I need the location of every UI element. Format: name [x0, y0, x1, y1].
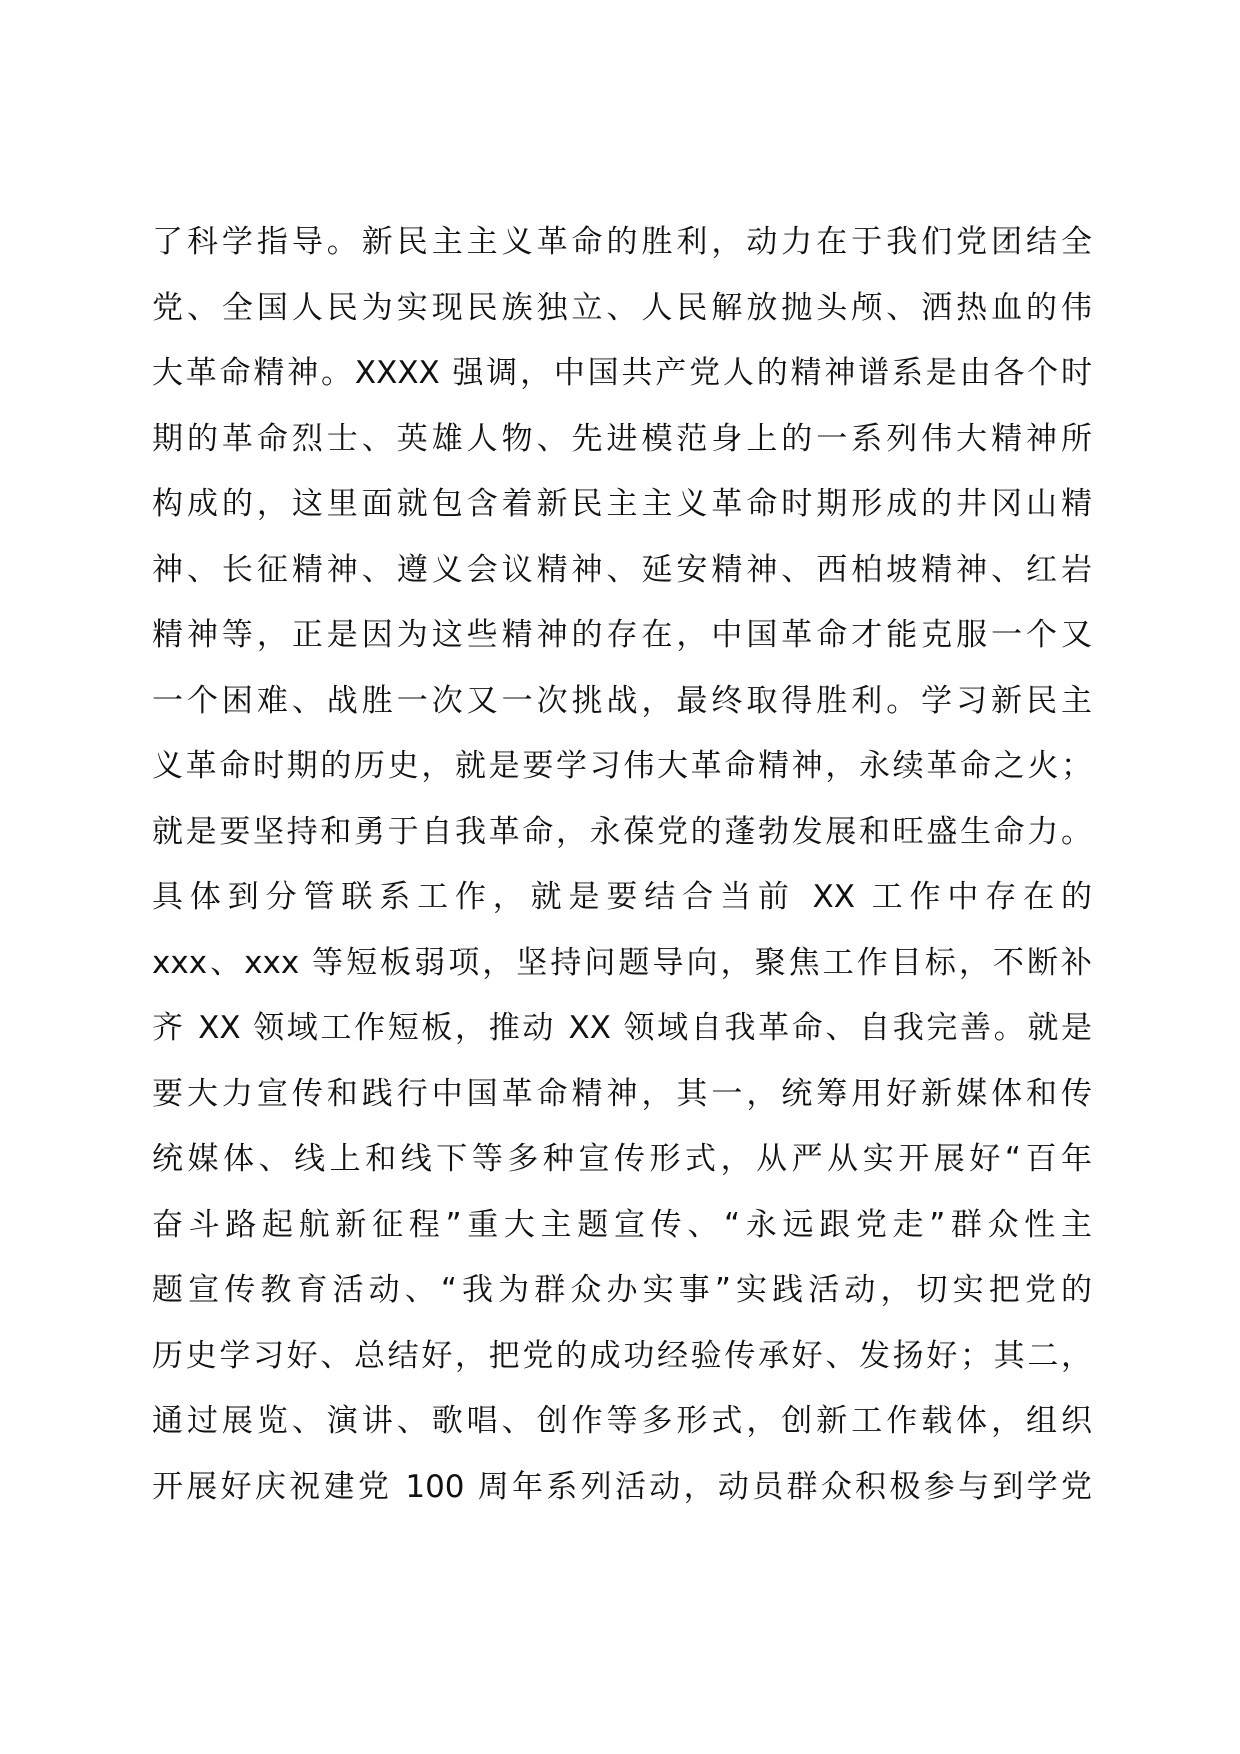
text-line: 神、长征精神、遵义会议精神、延安精神、西柏坡精神、红岩: [152, 551, 1092, 588]
text-line: 了科学指导。新民主主义革命的胜利，动力在于我们党团结全: [152, 224, 1092, 260]
text-line: 大革命精神。XXXX 强调，中国共产党人的精神谱系是由各个时: [152, 355, 1092, 391]
text-line: 期的革命烈士、英雄人物、先进模范身上的一系列伟大精神所: [152, 420, 1092, 457]
text-line: 义革命时期的历史，就是要学习伟大革命精神，永续革命之火；: [152, 748, 1092, 784]
text-line: 统媒体、线上和线下等多种宣传形式，从严从实开展好“百年: [152, 1141, 1092, 1177]
text-line: 齐 XX 领域工作短板，推动 XX 领域自我革命、自我完善。就是: [152, 1010, 1092, 1046]
text-line: 党、全国人民为实现民族独立、人民解放抛头颅、洒热血的伟: [152, 289, 1092, 326]
text-line: 历史学习好、总结好，把党的成功经验传承好、发扬好；其二，: [152, 1337, 1092, 1374]
text-line: 一个困难、战胜一次又一次挑战，最终取得胜利。学习新民主: [152, 682, 1092, 719]
text-line: 要大力宣传和践行中国革命精神，其一，统筹用好新媒体和传: [152, 1075, 1092, 1112]
text-line: 题宣传教育活动、“我为群众办实事”实践活动，切实把党的: [152, 1272, 1092, 1308]
text-line: xxx、xxx 等短板弱项，坚持问题导向，聚焦工作目标，不断补: [152, 944, 1092, 981]
text-line: 奋斗路起航新征程”重大主题宣传、“永远跟党走”群众性主: [152, 1206, 1092, 1243]
text-line: 就是要坚持和勇于自我革命，永葆党的蓬勃发展和旺盛生命力。: [152, 813, 1092, 850]
text-line: 具体到分管联系工作，就是要结合当前 XX 工作中存在的: [152, 879, 1092, 915]
text-line: 通过展览、演讲、歌唱、创作等多形式，创新工作载体，组织: [152, 1403, 1092, 1439]
text-line: 精神等，正是因为这些精神的存在，中国革命才能克服一个又: [152, 617, 1092, 653]
text-line: 开展好庆祝建党 100 周年系列活动，动员群众积极参与到学党: [152, 1468, 1092, 1505]
body-text: [152, 210, 1092, 1520]
text-line: 构成的，这里面就包含着新民主主义革命时期形成的井冈山精: [152, 486, 1092, 522]
